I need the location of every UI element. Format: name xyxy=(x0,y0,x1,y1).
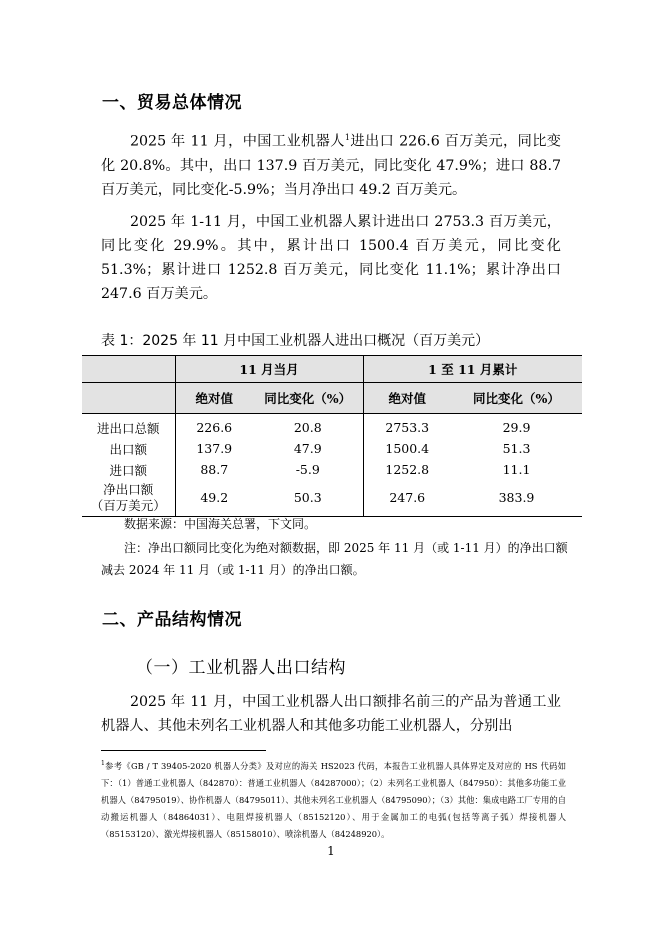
row-label-export: 出口额 xyxy=(109,441,147,457)
paragraph-export-structure: 2025 年 11 月，中国工业机器人出口额排名前三的产品为普通工业机器人、其他未列名工业机器人和其他多功能工业机器人，分别出 xyxy=(101,694,561,734)
table-header-cum-abs: 绝对值 xyxy=(363,383,451,414)
cell-month-yoy: 47.9 xyxy=(293,441,322,456)
cell-cum-abs: 247.6 xyxy=(363,480,451,517)
footnote-mark: 1 xyxy=(101,760,105,767)
row-label-net-export-line2: （百万美元） xyxy=(90,498,166,513)
table-footnote: 注：净出口额同比变化为绝对额数据，即 2025 年 11 月（或 1-11 月）的净出口额减去 2024 年 11 月（或 1-11 月）的净出口额。 xyxy=(101,541,568,577)
section-heading-product-structure: 二、产品结构情况 xyxy=(102,610,242,630)
table-header-month: 11 月当月 xyxy=(175,356,363,383)
footnote-divider xyxy=(101,750,266,751)
cell-month-yoy: 20.8 xyxy=(293,420,322,435)
cell-cum-yoy: 11.1 xyxy=(502,462,531,477)
table-row xyxy=(82,480,582,517)
cell-cum-abs: 1500.4 xyxy=(363,438,451,459)
table-row xyxy=(82,414,582,439)
paragraph-november-trade xyxy=(101,126,561,202)
page-number: 1 xyxy=(327,844,335,858)
cell-month-yoy: 50.3 xyxy=(253,480,363,517)
table-header-cumulative: 1 至 11 月累计 xyxy=(363,356,582,383)
table-caption: 表 1：2025 年 11 月中国工业机器人进出口概况（百万美元） xyxy=(101,333,490,349)
table-header-row-columns xyxy=(82,383,582,414)
table-header-cum-yoy: 同比变化（%） xyxy=(451,383,582,414)
row-label-net-export xyxy=(82,480,175,517)
cell-month-abs: 88.7 xyxy=(175,459,253,480)
paragraph-cumulative-trade: 2025 年 1-11 月，中国工业机器人累计进出口 2753.3 百万美元，同比变化 29.9%。其中，累计出口 1500.4 百万美元，同比变化 51.3%；累计进口 1252.8 百万美元，同比变化 11.1%；累计净出口 247.6 百万美元。 xyxy=(101,214,561,302)
table-row xyxy=(82,438,582,459)
table-header-month-yoy: 同比变化（%） xyxy=(253,383,363,414)
cell-month-abs: 49.2 xyxy=(175,480,253,517)
cell-month-yoy: -5.9 xyxy=(295,462,320,477)
cell-cum-abs: 2753.3 xyxy=(363,414,451,439)
table-header-month-abs: 绝对值 xyxy=(175,383,253,414)
cell-cum-abs: 1252.8 xyxy=(363,459,451,480)
table-header-blank xyxy=(82,383,175,414)
row-label-import: 进口额 xyxy=(109,462,147,478)
footnote xyxy=(101,755,566,843)
cell-cum-yoy: 29.9 xyxy=(502,420,531,435)
table-header-blank xyxy=(82,356,175,383)
subsection-heading-export-structure: （一）工业机器人出口结构 xyxy=(136,658,346,678)
table-row xyxy=(82,459,582,480)
cell-cum-yoy: 383.9 xyxy=(451,480,582,517)
cell-month-abs: 137.9 xyxy=(175,438,253,459)
row-label-total: 进出口总额 xyxy=(96,420,160,436)
cell-cum-yoy: 51.3 xyxy=(502,441,531,456)
footnote-text: 参考《GB / T 39405-2020 机器人分类》及对应的海关 HS2023 代码，本报告工业机器人具体界定及对应的 HS 代码如下：（1）普通工业机器人（842870）：普通工业机器人（84287000）；（2）未列名工业机器人（847950）：其他多功能工业机器人（84795019）、协作机器人（84795011）、其他未列名工业机器人（84795090）；（3）其他：集成电路工厂专用的自动搬运机器人（84864031）、电阻焊接机器人（85152120）、用于金属加工的电弧(包括等离子弧）焊接机器人（85153120）、激光焊接机器人（85158010）、喷涂机器人（84248920）。 xyxy=(101,760,566,839)
section-heading-trade-overview: 一、贸易总体情况 xyxy=(102,93,242,113)
paragraph-text-start: 2025 年 11 月，中国工业机器人 xyxy=(130,133,345,150)
table-header-row-groups xyxy=(82,356,582,383)
footnote-reference[interactable]: 1 xyxy=(344,133,350,142)
table-source-note: 数据来源：中国海关总署，下文同。 xyxy=(124,517,317,531)
row-label-net-export-line1: 净出口额 xyxy=(103,482,154,497)
cell-month-abs: 226.6 xyxy=(175,414,253,439)
trade-summary-table xyxy=(82,355,582,517)
paragraph-text-end: 进出口 226.6 百万美元，同比变化 20.8%。其中，出口 137.9 百万美元，同比变化 47.9%；进口 88.7 百万美元，同比变化-5.9%；当月净出口 49.2 百万美元。 xyxy=(101,133,561,198)
